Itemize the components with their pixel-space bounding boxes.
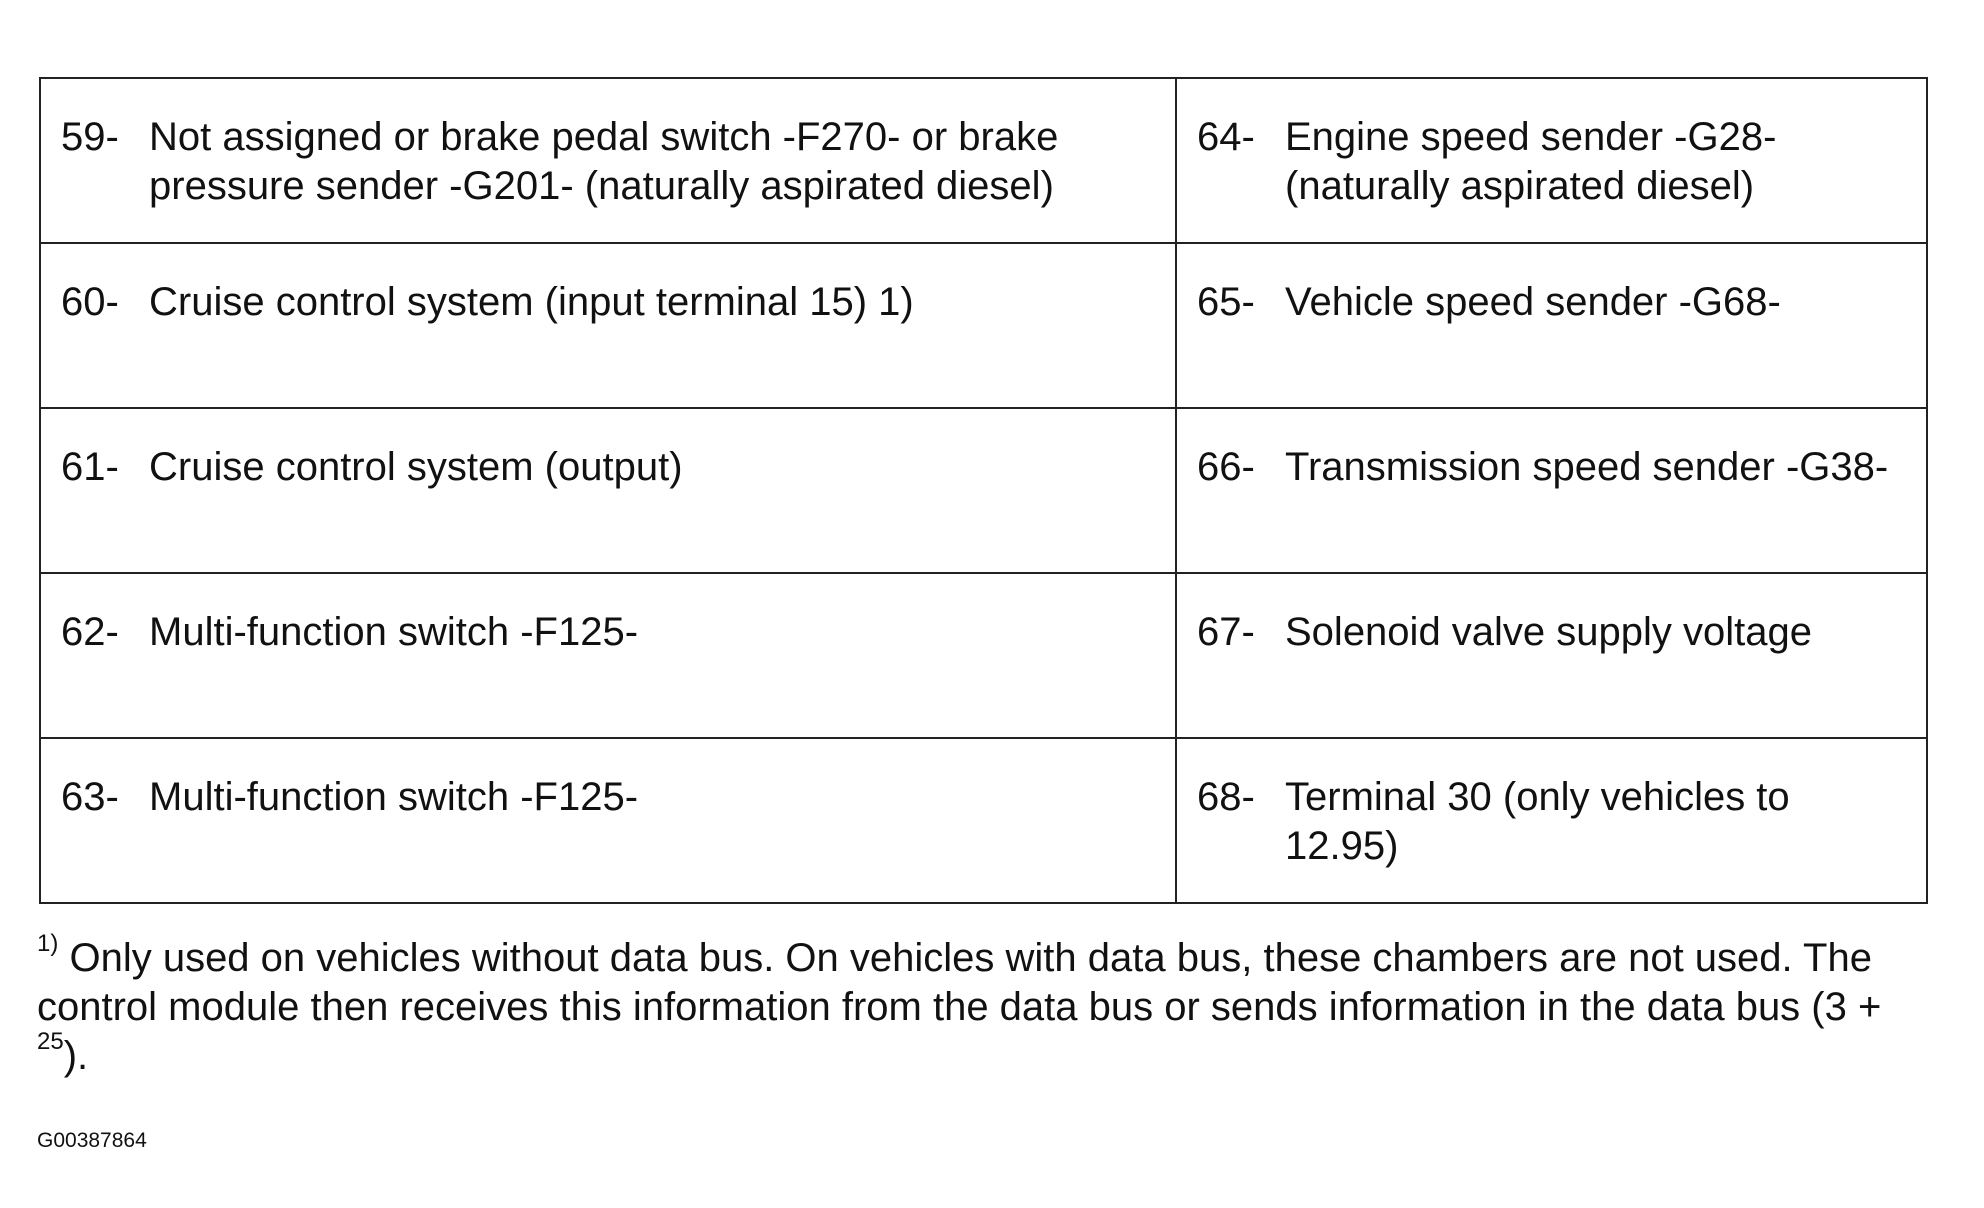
footnote-end: ). (63, 1034, 89, 1078)
pin-description: Multi-function switch -F125- (149, 775, 639, 819)
pin-number: 68- (1197, 775, 1255, 819)
pin-number: 59- (61, 115, 119, 159)
pin-description: Solenoid valve supply voltage (1285, 610, 1813, 654)
pin-number: 63- (61, 775, 119, 819)
table-row (40, 243, 1927, 408)
table-cell (40, 408, 1176, 573)
pin-number: 65- (1197, 280, 1255, 324)
table-cell (1176, 573, 1927, 738)
pin-number: 60- (61, 280, 119, 324)
footnote-marker: 1) (37, 929, 59, 957)
pin-number: 62- (61, 610, 119, 654)
table-cell (40, 738, 1176, 903)
pin-description: Transmission speed sender -G38- (1285, 445, 1889, 489)
table-cell (40, 573, 1176, 738)
pin-description: Vehicle speed sender -G68- (1285, 280, 1781, 324)
pin-assignment-table (39, 77, 1928, 904)
pin-description: Cruise control system (output) (149, 445, 683, 489)
table-row (40, 738, 1927, 903)
pin-description: Engine speed sender -G28- (naturally aspirated diesel) (1285, 115, 1777, 208)
table-cell (40, 243, 1176, 408)
pin-description: Terminal 30 (only vehicles to 12.95) (1285, 775, 1790, 868)
pin-description: Multi-function switch -F125- (149, 610, 639, 654)
footnote-text: Only used on vehicles without data bus. On vehicles with data bus, these chambers are not used. The control module then receives this information from the data bus or sends information in the data bus (3 + (37, 936, 1882, 1029)
footnote (37, 929, 1937, 1081)
pin-number: 61- (61, 445, 119, 489)
table-cell (40, 78, 1176, 243)
table-row (40, 573, 1927, 738)
table-cell (1176, 78, 1927, 243)
pin-description: Not assigned or brake pedal switch -F270- or brake pressure sender -G201- (naturally aspirated diesel) (149, 115, 1059, 208)
figure-id: G00387864 (37, 1129, 147, 1152)
table-row (40, 408, 1927, 573)
pin-number: 67- (1197, 610, 1255, 654)
table-cell (1176, 738, 1927, 903)
table-row (40, 78, 1927, 243)
footnote-superscript: 25 (37, 1027, 64, 1055)
table-cell (1176, 408, 1927, 573)
pin-description: Cruise control system (input terminal 15) 1) (149, 280, 914, 324)
table-cell (1176, 243, 1927, 408)
pin-number: 64- (1197, 115, 1255, 159)
pin-number: 66- (1197, 445, 1255, 489)
